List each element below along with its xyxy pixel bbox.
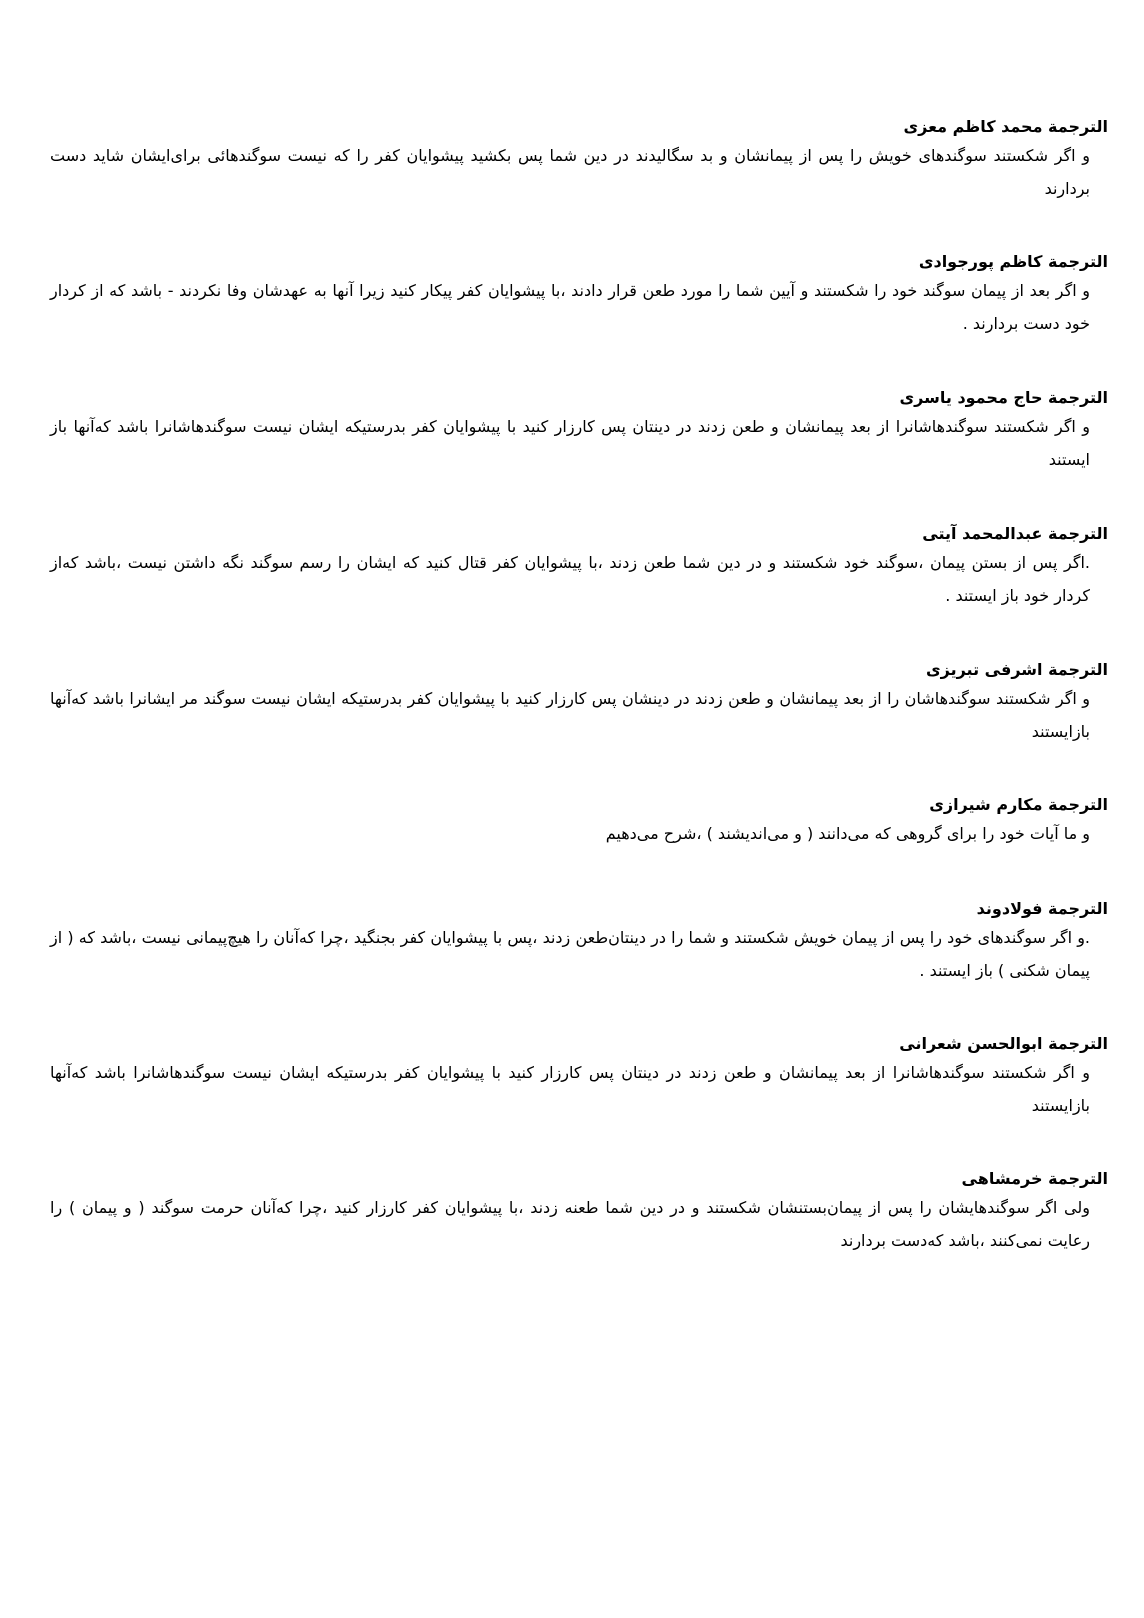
translation-entry-moezzi	[50, 113, 1108, 205]
translation-text: .اگر پس از بستن پيمان ،سوگند خود شكستند و در دين شما طعن زدند ،با پيشوايان كفر قتال كنيد كه ايشان را رسم سوگند نگه داشتن نيست ،باشد كه‌از كردار خود باز ايستند .	[50, 553, 1090, 605]
translation-entry-ashrafi	[50, 656, 1108, 748]
translator-heading: الترجمة کاظم پورجوادی	[918, 252, 1108, 271]
translation-entry-ayati	[50, 520, 1108, 612]
translation-entry-yasri	[50, 384, 1108, 476]
translator-heading: الترجمة اشرفی تبریزی	[925, 660, 1108, 679]
translator-heading: الترجمة فولادوند	[976, 899, 1108, 918]
translation-text: و اگر شكستند سوگندهاشانرا از بعد پيمانشان و طعن زدند در دينتان پس كارزار كنيد با پيشوايان كفر بدرستيكه ايشان نيست سوگندهاشانرا باشد كه‌آنها بازايستند	[50, 1063, 1090, 1115]
translation-entry-khorramshahi	[50, 1165, 1108, 1257]
translator-heading: الترجمة عبدالمحمد آیتی	[922, 524, 1108, 543]
translation-text: و اگر شكستند سوگندهاشانرا از بعد پيمانشان و طعن زدند در دينتان پس كارزار كنيد با پيشوايان كفر بدرستيكه ايشان نيست سوگندهاشانرا باشد كه‌آنها باز ايستند	[50, 417, 1090, 469]
translation-text: و ما آيات خود را برای گروهی كه می‌دانند ( و می‌انديشند ) ،شرح می‌دهيم	[605, 824, 1090, 843]
translation-entry-fouladvand	[50, 895, 1108, 987]
translation-text: ولی اگر سوگندهايشان را پس از پيمان‌بستنشان شكستند و در دين شما طعنه زدند ،با پيشوايان كفر كارزار كنيد ،چرا كه‌آنان حرمت سوگند ( و پيمان ) را رعايت نمی‌كنند ،باشد كه‌دست بردارند	[50, 1198, 1090, 1250]
translation-text: .و اگر سوگندهای خود را پس از پيمان خويش شكستند و شما را در دينتان‌طعن زدند ،پس با پيشوايان كفر بجنگيد ،چرا كه‌آنان را هيچ‌پيمانی نيست ،باشد كه ( از پيمان شكنی ) باز ايستند .	[50, 928, 1090, 980]
translation-text: و اگر شكستند سوگندهاشان را از بعد پيمانشان و طعن زدند در دينشان پس كارزار كنيد با پيشوايان كفر بدرستيكه ايشان نيست سوگند مر ايشانرا باشد كه‌آنها بازايستند	[50, 689, 1090, 741]
translator-heading: الترجمة حاج محمود یاسری	[899, 388, 1108, 407]
translation-entry-shaarani	[50, 1030, 1108, 1122]
translator-heading: الترجمة مکارم شیرازی	[929, 795, 1108, 814]
translation-entry-makarem	[50, 791, 1108, 850]
translation-entry-pourjavadi	[50, 248, 1108, 340]
translator-heading: الترجمة خرمشاهی	[961, 1169, 1108, 1188]
translator-heading: الترجمة ابوالحسن شعرانی	[899, 1034, 1108, 1053]
translator-heading: الترجمة محمد کاظم معزی	[903, 117, 1108, 136]
translation-text: و اگر شكستند سوگندهای خويش را پس از پيمانشان و بد سگاليدند در دين شما پس بكشيد پيشوايان كفر را كه نيست سوگندهائی برای‌ايشان شايد دست بردارند	[50, 146, 1090, 198]
translation-text: و اگر بعد از پيمان سوگند خود را شكستند و آيين شما را مورد طعن قرار دادند ،با پيشوايان كفر پيكار كنيد زيرا آنها به عهدشان وفا نكردند - باشد كه از كردار خود دست بردارند .	[50, 281, 1090, 333]
